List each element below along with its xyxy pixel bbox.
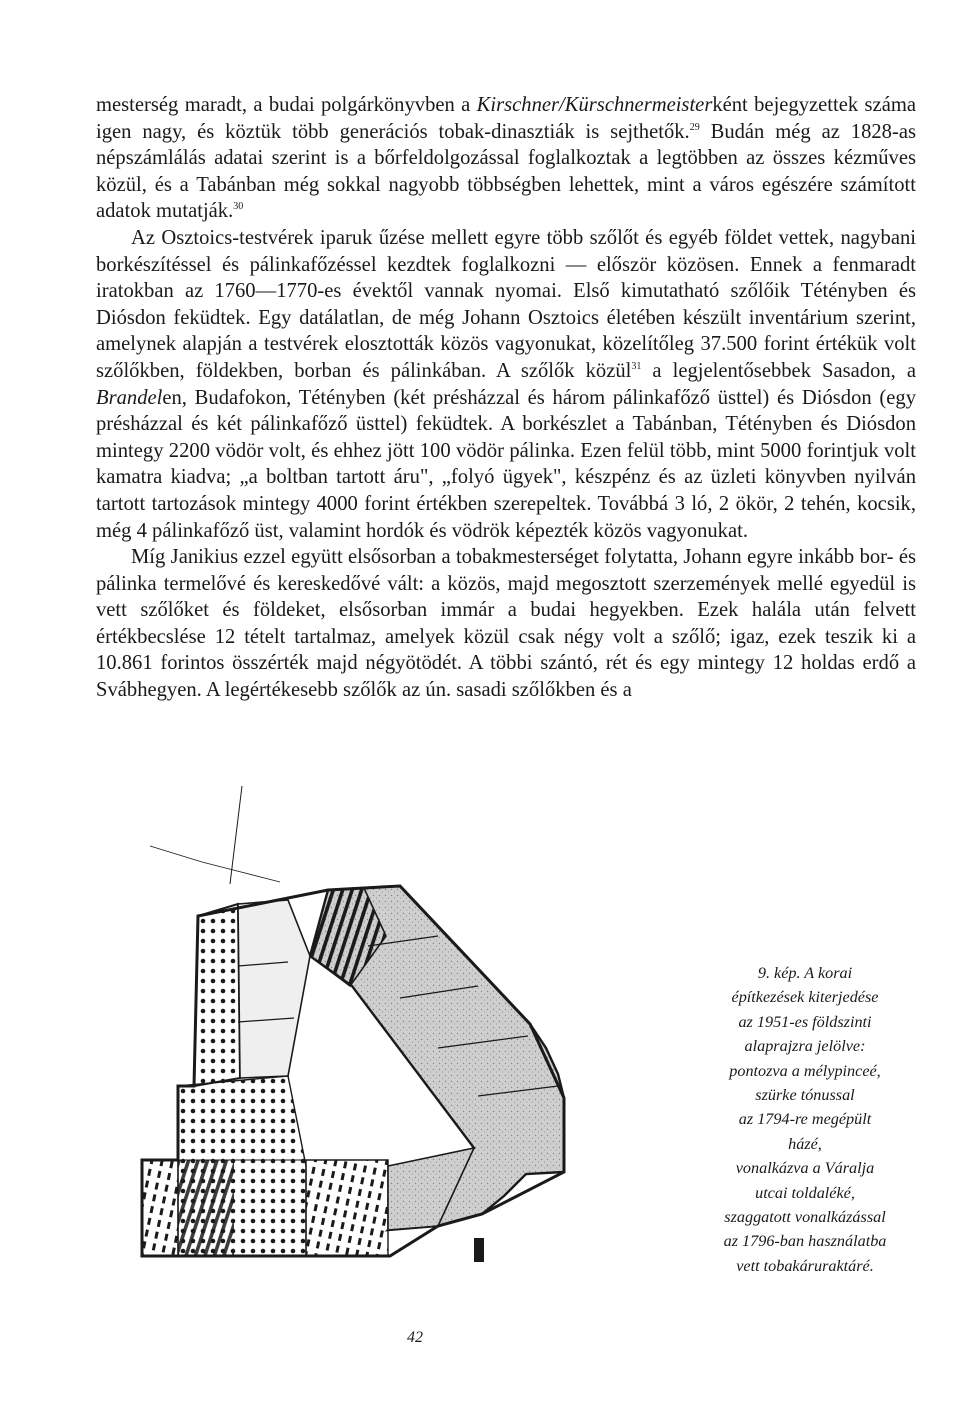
- text-run: Az Osztoics-testvérek iparuk űzése mellett egyre több szőlőt és egyéb földet vettek, nagybani borkészítéssel és pálinkafőzéssel kezdtek foglalkozni — először közösen. Ennek a fenmaradt iratokban az 1760—1770-es évektől vannak nyomai. Első kimutatható szőlőik Tétényben és Diósdon feküdtek. Egy datálatlan, de még Johann Osztoics életében készült inventárium szerint, amelynek alapján a testvérek elosztották közös vagyonukat, közelítőleg 37.500 forint értékük volt szőlőkben, földekben, borban és pálinkában. A szőlők közül: [96, 226, 916, 382]
- page-number: 42: [407, 1329, 423, 1346]
- paragraph: [96, 544, 916, 704]
- text-run: en, Budafokon, Tétényben (két présházzal és három pálinkafőző üsttel) és Diósdon (egy présházzal és két pálinkafőző üsttel) feküdtek. A borkészlet a Tabánban, Tétényben és Diósdon mintegy 2200 vödör volt, és ehhez jött 100 vödör pálinka. Ezen felül több, mint 5000 forintjuk volt kamatra kiadva; „a boltban tartott áru", „folyó ügyek", készpénz és az üzleti könyvben nyilván tartott tartozások mintegy 4000 forint értékben szerepeltek. Továbbá 3 ló, 2 ökör, 2 tehén, kocsik, még 4 pálinkafőző üst, valamint hordók és vödrök képezték közös vagyonukat.: [96, 386, 916, 542]
- caption-line: az 1796-ban használatba: [723, 1232, 887, 1251]
- footnote-ref: 31: [631, 360, 642, 372]
- italic-term: Brandel: [96, 386, 163, 409]
- italic-term: Kirschner/Kürschnermeister: [476, 94, 713, 116]
- caption-line: építkezések kiterjedése: [731, 988, 879, 1007]
- caption-line: az 1794-re megépült: [738, 1110, 872, 1129]
- dotted-cellar-left: [194, 904, 240, 1086]
- caption-line: pontozva a mélypinceé,: [729, 1061, 881, 1080]
- paragraph: [96, 225, 916, 544]
- footnote-ref: 29: [689, 121, 700, 133]
- dashed-hatch-storehouse: [142, 1160, 178, 1256]
- floor-plan-drawing: [138, 786, 678, 1272]
- caption-line: házé,: [788, 1134, 822, 1153]
- caption-line: alaprajzra jelölve:: [744, 1037, 866, 1056]
- text-run: mesterség maradt, a budai polgárkönyvben a: [96, 94, 477, 116]
- body-text: [96, 92, 916, 704]
- caption-line: az 1951-es földszinti: [738, 1012, 872, 1031]
- caption-line: szürke tónussal: [755, 1086, 855, 1105]
- caption-line: utcai toldaléké,: [755, 1183, 855, 1202]
- text-run: Budán még az 1828-as népszámlálás adatai szerint is a bőrfeldolgozással foglalkoztak a legtöbben az összes kézműves közül, és a Tabánban még sokkal nagyobb többségben lehettek, mint a város egészére számított adatok mutatják.: [96, 120, 916, 223]
- text-run: a legjelentősebbek Sasadon, a: [641, 359, 917, 382]
- floor-plan-figure: [138, 786, 678, 1272]
- caption-line: vett tobakáruraktáré.: [736, 1256, 874, 1275]
- caption-line: vonalkázva a Váralja: [735, 1159, 875, 1178]
- figure-caption: [690, 961, 920, 1278]
- caption-line: szaggatott vonalkázással: [724, 1208, 886, 1227]
- paragraph: [96, 92, 916, 225]
- footnote-ref: 30: [233, 201, 244, 213]
- text-run: ként bejegyzettek száma igen nagy, és köztük több generációs tobak-dinasztiák is sejthetők.: [96, 94, 916, 143]
- caption-line: 9. kép. A korai: [757, 964, 853, 982]
- text-run: Míg Janikius ezzel együtt elsősorban a tobakmesterséget folytatta, Johann egyre inkább bor- és pálinka termelővé és kereskedővé vált: a közös, majd megosztott szerzemények mellé egyedül is vett szőlőket és földeket, elsősorban immár a budai hegyekben. Ezek halála után felvett értékbecslése 12 tételt tartalmaz, amelyek közül csak négy volt a szőlő; igaz, ezek teszik ki a 10.861 forintos összérték majd négyötödét. A többi szántó, rét és egy mintegy 12 holdas erdő a Svábhegyen. A legértékesebb szőlők az ún. sasadi szőlőkben és a: [96, 546, 916, 702]
